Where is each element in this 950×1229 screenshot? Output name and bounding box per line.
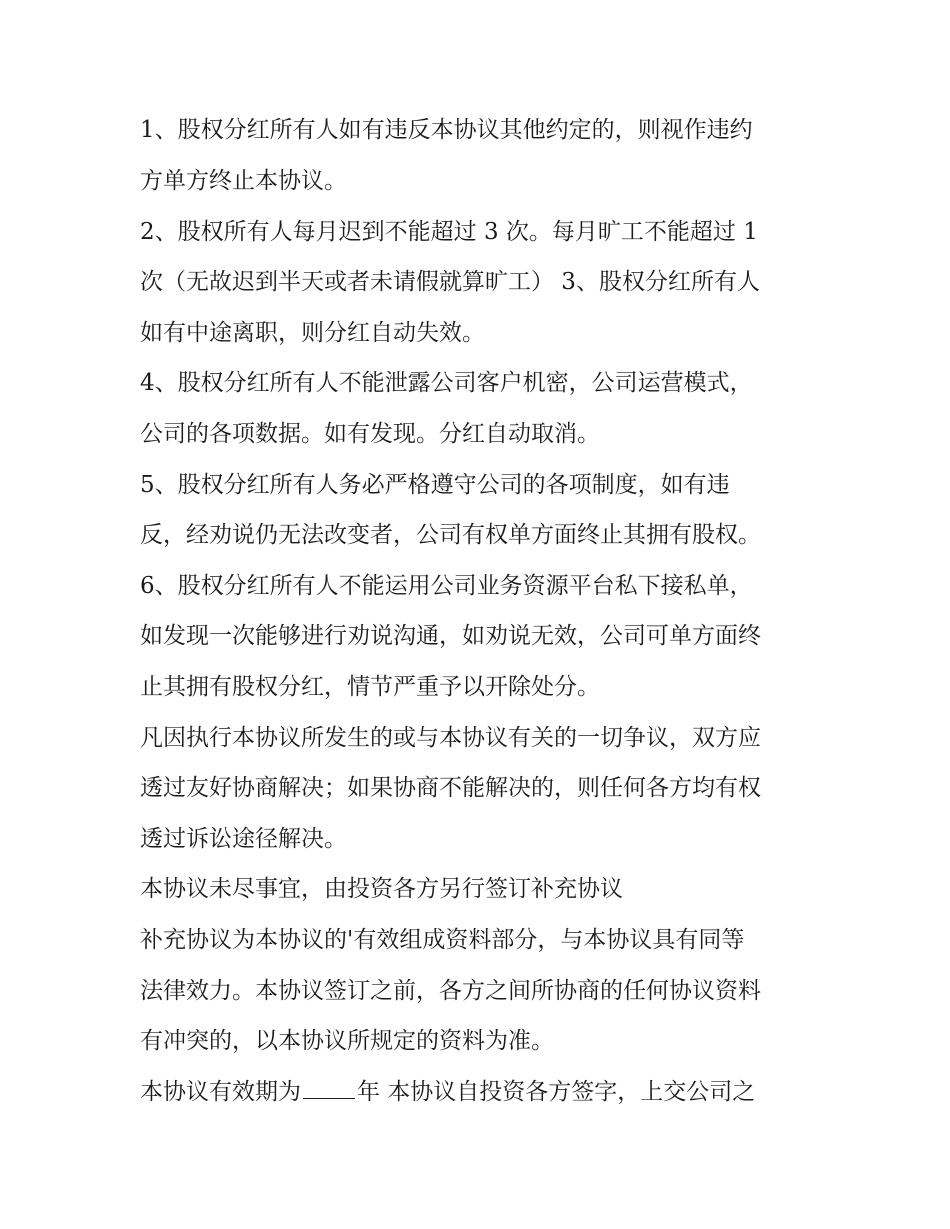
text-line-15: 透过诉讼途径解决。 [140, 826, 347, 852]
text-line-14: 透过友好协商解决；如果协商不能解决的，则任何各方均有权 [140, 775, 761, 801]
text-line-18: 法律效力。本协议签订之前，各方之间所协商的任何协议资料 [140, 978, 761, 1004]
text-line-3: 2、股权所有人每月迟到不能超过 3 次。每月旷工不能超过 1 [140, 219, 758, 245]
text-line-4: 次（无故迟到半天或者未请假就算旷工） 3、股权分红所有人 [140, 269, 760, 295]
text-line-11: 如发现一次能够进行劝说沟通，如劝说无效，公司可单方面终 [140, 623, 761, 649]
validity-text-before: 本协议有效期为 [140, 1079, 301, 1105]
text-line-2: 方单方终止本协议。 [140, 168, 347, 194]
text-line-19: 有冲突的，以本协议所规定的资料为准。 [140, 1028, 554, 1054]
validity-text-after: 年 本协议自投资各方签字，上交公司之 [357, 1079, 756, 1105]
text-line-5: 如有中途离职，则分红自动失效。 [140, 320, 485, 346]
text-line-1: 1、股权分红所有人如有违反本协议其他约定的，则视作违约 [140, 117, 753, 143]
text-line-10: 6、股权分红所有人不能运用公司业务资源平台私下接私单， [140, 573, 753, 599]
text-line-8: 5、股权分红所有人务必严格遵守公司的各项制度，如有违 [140, 472, 730, 498]
text-line-17: 补充协议为本协议的'有效组成资料部分，与本协议具有同等 [140, 927, 745, 953]
text-line-13: 凡因执行本协议所发生的或与本协议有关的一切争议，双方应 [140, 725, 761, 751]
text-line-12: 止其拥有股权分红，情节严重予以开除处分。 [140, 674, 600, 700]
year-blank [303, 1072, 355, 1099]
text-line-20 [140, 1072, 830, 1112]
text-line-6: 4、股权分红所有人不能泄露公司客户机密，公司运营模式， [140, 370, 753, 396]
text-line-16: 本协议未尽事宜，由投资各方另行签订补充协议 [140, 876, 623, 902]
text-line-7: 公司的各项数据。如有发现。分红自动取消。 [140, 421, 600, 447]
text-line-9: 反，经劝说仍无法改变者，公司有权单方面终止其拥有股权。 [140, 522, 761, 548]
